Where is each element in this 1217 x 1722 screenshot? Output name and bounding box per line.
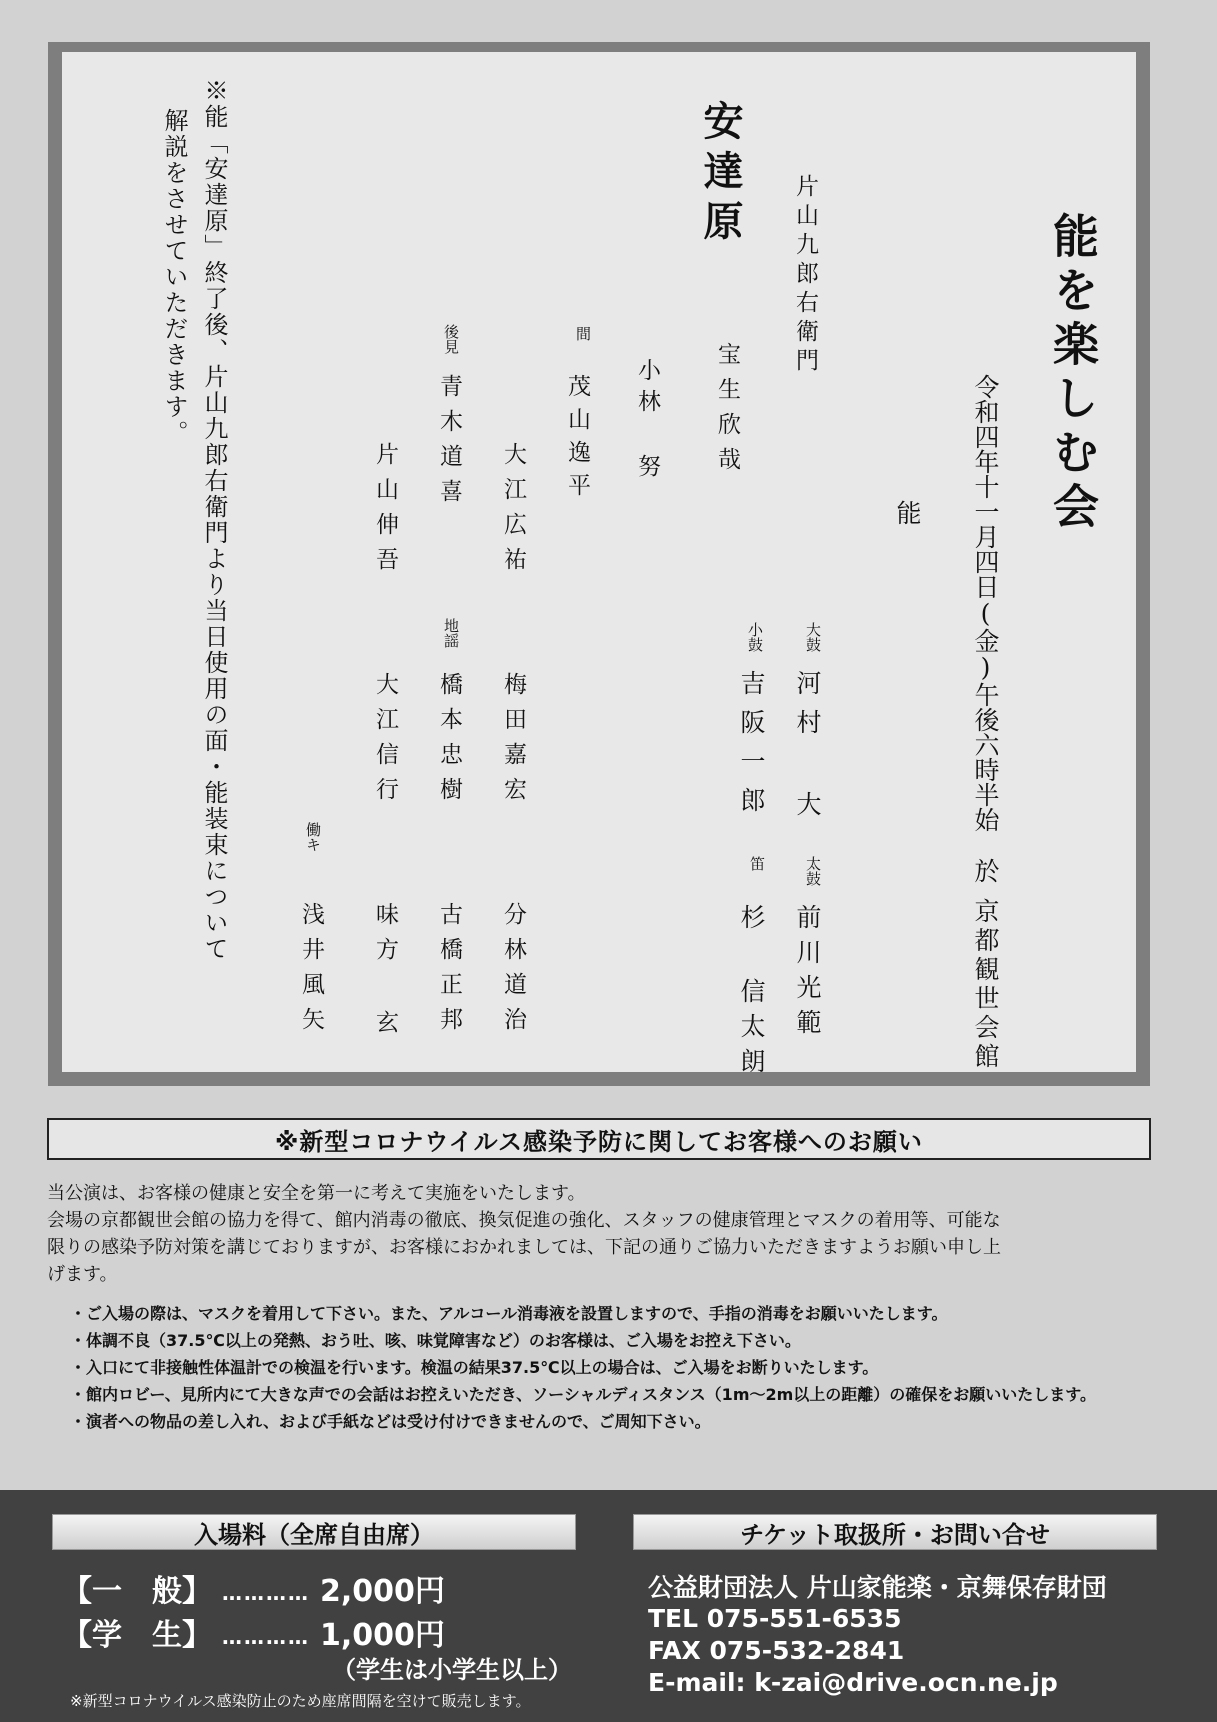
covid-notice-item-text: 館内ロビー、見所内にて大きな声での会話はお控えいただき、ソーシャルディスタンス（1m～2m以上の距離）の確保をお願いいたします。 (86, 1385, 1097, 1404)
jiutai-role: 地謡 (442, 618, 460, 648)
jiutai-name-6: 味方 玄 (372, 902, 398, 1045)
hayashi-kotsuzumi-name: 吉阪一郎 (737, 670, 766, 826)
jiutai-name-4: 古橋正邦 (436, 902, 462, 1042)
covid-intro-line: 当公演は、お客様の健康と安全を第一に考えて実施をいたします。 (47, 1183, 586, 1204)
covid-intro-line: げます。 (47, 1264, 118, 1285)
event-date: 令和四年十一月四日(金)午後六時半始 (971, 374, 1000, 832)
jiutai-name-5: 大江信行 (372, 672, 398, 812)
waki-tsure-name: 小林 努 (634, 358, 660, 485)
covid-notice-list (70, 1300, 1150, 1435)
student-note: （学生は小学生以上） (332, 1656, 572, 1684)
fee-row-student (62, 1610, 445, 1654)
bullet: ・ (70, 1412, 87, 1431)
koken-name-2: 青木道喜 (436, 374, 462, 514)
covid-notice-item (70, 1408, 1150, 1435)
covid-notice-item-text: 体調不良（37.5℃以上の発熱、おう吐、咳、味覚障害など）のお客様は、ご入場をお控え下さい。 (86, 1331, 801, 1350)
shite-name: 片山九郎右衛門 (792, 174, 818, 377)
jiutai-name-3: 橋本忠樹 (436, 672, 462, 812)
fee-row-general (62, 1566, 445, 1610)
ticket-office-title: チケット取扱所・お問い合せ (633, 1514, 1157, 1550)
program-inner (62, 52, 1136, 1083)
covid-notice-item (70, 1300, 1150, 1327)
hataraki-name: 浅井風矢 (298, 902, 324, 1042)
covid-notice-title: ※新型コロナウイルス感染予防に関してお客様へのお願い (275, 1127, 923, 1156)
covid-intro-line: 限りの感染予防対策を講じておりますが、お客様におかれましては、下記の通りご協力いただきますようお願い申し上 (47, 1237, 1001, 1258)
event-venue: 京都観世会館 (971, 898, 1000, 1072)
event-title: 能を楽しむ会 (1046, 212, 1100, 536)
contact-tel[interactable]: TEL 075-551-6535 (648, 1604, 902, 1633)
admission-title: 入場料（全席自由席） (52, 1514, 576, 1550)
hataraki-role: 働キ (304, 822, 322, 852)
covid-notice-intro (47, 1180, 1157, 1288)
covid-notice-item-text: 演者への物品の差し入れ、および手紙などは受け付けできませんので、ご周知下さい。 (86, 1412, 711, 1431)
bullet: ・ (70, 1331, 87, 1350)
admission-footnote: ※新型コロナウイルス感染防止のため座席間隔を空けて販売します。 (70, 1692, 531, 1710)
hayashi-otsuzumi-role: 大鼓 (804, 622, 822, 652)
venue-prefix: 於 (971, 858, 1000, 883)
jiutai-name-1: 梅田嘉宏 (500, 672, 526, 812)
ai-name: 茂山逸平 (564, 374, 590, 506)
covid-notice-item-text: ご入場の際は、マスクを着用して下さい。また、アルコール消毒液を設置しますので、手指の消毒をお願いいたします。 (86, 1304, 948, 1323)
covid-notice-item (70, 1354, 1150, 1381)
koken-name-3: 片山伸吾 (372, 442, 398, 582)
covid-notice-header (47, 1118, 1151, 1160)
covid-notice-item-text: 入口にて非接触性体温計での検温を行います。検温の結果37.5℃以上の場合は、ご入場をお断りいたします。 (86, 1358, 879, 1377)
koken-name-1: 大江広祐 (500, 442, 526, 582)
hayashi-otsuzumi-name: 河村 大 (793, 670, 822, 830)
hayashi-taiko-name: 前川光範 (793, 904, 822, 1044)
bullet: ・ (70, 1304, 87, 1323)
contact-email[interactable]: E-mail: k-zai@drive.ocn.ne.jp (648, 1668, 1058, 1697)
contact-fax: FAX 075-532-2841 (648, 1636, 905, 1665)
hayashi-fue-role: 笛 (748, 856, 766, 871)
fee-student-label: 【学 生】 (62, 1618, 212, 1653)
bullet: ・ (70, 1358, 87, 1377)
jiutai-name-2: 分林道治 (500, 902, 526, 1042)
bullet: ・ (70, 1385, 87, 1404)
fee-dots: ………… (222, 1624, 310, 1649)
koken-role: 後見 (442, 324, 460, 354)
commentary-note-line1: ※能「安達原」終了後、片山九郎右衛門より当日使用の面・能装束について (200, 78, 228, 962)
hayashi-kotsuzumi-role: 小鼓 (746, 622, 764, 652)
fee-student-price: 1,000円 (320, 1618, 445, 1653)
fee-general-price: 2,000円 (320, 1574, 445, 1609)
fee-general-label: 【一 般】 (62, 1574, 212, 1609)
play-category: 能 (893, 500, 922, 525)
hayashi-taiko-role: 太鼓 (804, 856, 822, 886)
covid-notice-item (70, 1381, 1150, 1408)
covid-intro-line: 会場の京都観世会館の協力を得て、館内消毒の徹底、換気促進の強化、スタッフの健康管理とマスクの着用等、可能な (47, 1210, 1001, 1231)
play-title: 安達原 (697, 100, 744, 250)
fee-dots: ………… (222, 1580, 310, 1605)
contact-organization: 公益財団法人 片山家能楽・京舞保存財団 (648, 1573, 1107, 1602)
waki-name: 宝生欣哉 (714, 342, 740, 482)
ai-role: 間 (574, 326, 592, 341)
commentary-note-line2: 解説をさせていただきます。 (160, 108, 188, 446)
info-band (0, 1490, 1217, 1722)
hayashi-fue-name: 杉 信太朗 (737, 904, 766, 1083)
covid-notice-item (70, 1327, 1150, 1354)
program-panel (48, 42, 1150, 1086)
